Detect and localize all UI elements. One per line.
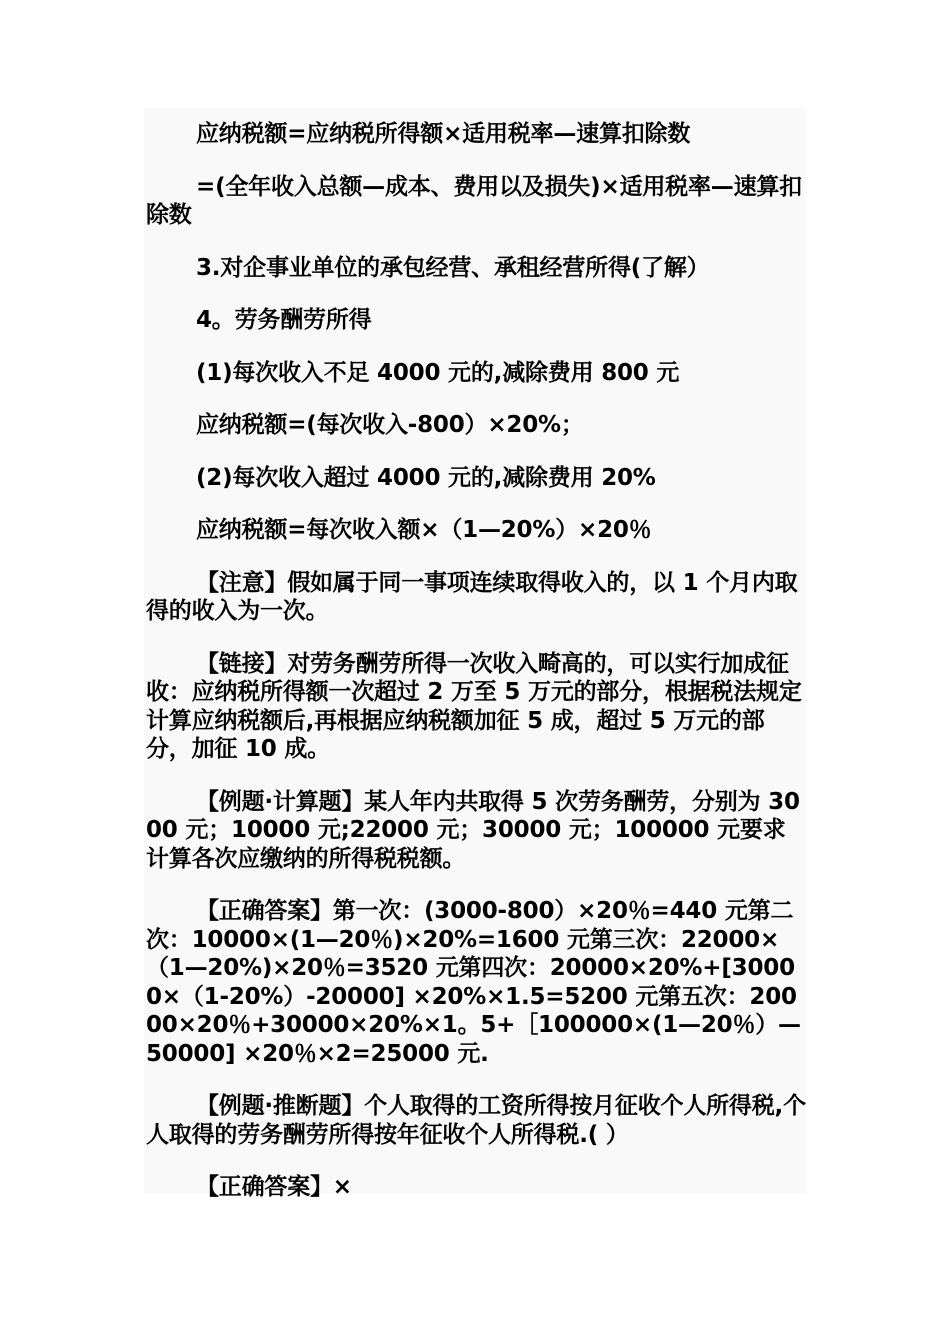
rule-2: (2)每次收入超过 4000 元的,减除费用 20% (196, 464, 656, 491)
example-judgment: 【例题·推断题】个人取得的工资所得按月征收个人所得税,个人取得的劳务酬劳所得按年征收个人所得税.( ） (146, 1093, 806, 1148)
link-paragraph: 【链接】对劳务酬劳所得一次收入畸高的，可以实行加成征收：应纳税所得额一次超过 2 万至 5 万元的部分，根据税法规定计算应纳税额后,再根据应纳税额加征 5 成，超过 5 万元的部分，加征 10 成。 (146, 650, 802, 762)
note-paragraph: 【注意】假如属于同一事项连续取得收入的，以 1 个月内取得的收入为一次。 (146, 569, 798, 624)
section-4-heading: 4。劳务酬劳所得 (196, 307, 372, 333)
example-calculation: 【例题·计算题】某人年内共取得 5 次劳务酬劳，分别为 3000 元；10000 元;22000 元；30000 元；100000 元要求计算各次应缴纳的所得税税额。 (146, 788, 800, 872)
rule-1: (1)每次收入不足 4000 元的,减除费用 800 元 (196, 359, 680, 386)
document-body (146, 120, 806, 1217)
formula-rule-2: 应纳税额=每次收入额×（1—20%）×20％ (196, 517, 652, 543)
section-3-heading: 3.对企事业单位的承包经营、承租经营所得(了解） (196, 254, 710, 281)
formula-rule-1: 应纳税额=(每次收入-800）×20%； (196, 412, 584, 438)
answer-calculation: 【正确答案】第一次：(3000-800）×20％=440 元第二次：10000×(1—20％)×20%=1600 元第三次：22000×（1—20%)×20％=3520 元第四次：20000×20%+[30000×（1-20%）-20000] ×20%×1.5=5200 元第五次：20000×20％+30000×20%×1。5+［100000×(1—20％）—50000] ×20％×2=25000 元. (146, 898, 801, 1067)
answer-judgment: 【正确答案】× (196, 1174, 352, 1200)
formula-tax-payable: 应纳税额=应纳税所得额×适用税率—速算扣除数 (196, 121, 691, 147)
formula-annual-income: =(全年收入总额—成本、费用以及损失)×适用税率—速算扣除数 (146, 173, 802, 228)
